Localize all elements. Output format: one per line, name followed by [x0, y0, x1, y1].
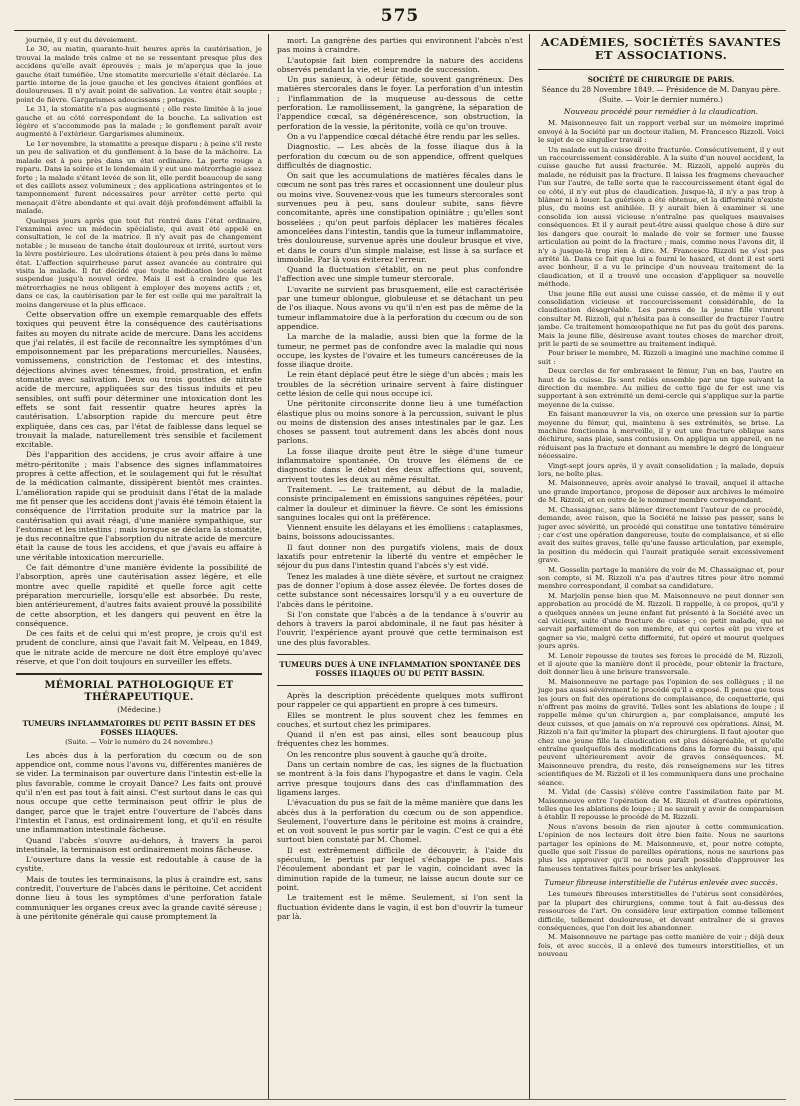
- paragraph: De ces faits et de celui qui m'est propre, je crois qu'il est prudent de conclure, ainsi que l'avait fait M. Velpeau, en 1849, que le nitrate acide de mercure ne doit être employé qu'avec réserve, et que l'on doit toujours en surveiller les effets.: [16, 629, 262, 666]
- paragraph: On sait que les accumulations de matières fécales dans le cœcum ne sont pas très rares et occasionnent une douleur plus ou moins vive. Souvenez-vous que les tumeurs stercorales sont survenues peu à peu, sans douleur subite, sans fièvre concomitante, après une constipation opiniâtre ; qu'elles sont bosselées ; qu'on peut parfois déplacer les matières fécales amoncelées dans l'intestin, tandis que la tumeur inflammatoire, très douloureuse, survenue après une douleur brusque et vive, et dans le cours d'un simple malaise, est lisse à sa surface et immobile. Par là vous éviterez l'erreur.: [277, 171, 523, 264]
- paragraph: Ce fait démontre d'une manière évidente la possibilité de l'absorption, après une cautérisation assez légère, et elle montre avec quelle rapidité et quelle force agit cette préparation mercurielle, lorsqu'elle est absorbée. Du reste, bien antérieurement, d'autres faits avaient prouvé la possibilité de cette absorption, et les dangers qui peuvent en être la conséquence.: [16, 563, 262, 628]
- section-title: MÉMORIAL PATHOLOGIQUE ET THÉRAPEUTIQUE.: [44, 680, 234, 704]
- paragraph: On a vu l'appendice cœcal détaché être rendu par les selles.: [287, 131, 521, 141]
- paragraph: L'ovarite ne survient pas brusquement, elle est caractérisée par une tumeur oblongue, globuleuse et se détachant un peu de l'os iliaque. Nous avons vu qu'il n'en est pas de même de la tumeur inflammatoire due à la perforation du cœcum ou de son appendice.: [277, 284, 523, 331]
- article-paragraphs: [16, 751, 262, 921]
- session-line: Séance du 28 Novembre 1849. — Présidence de M. Danyau père.: [541, 85, 781, 94]
- paragraph: Il est extrêmement difficile de découvrir, à l'aide du spéculum, le pertuis par lequel s'échappe le pus. Mais l'écoulement abondant et par le vagin, coïncidant avec la diminution rapide de la tumeur, ne laisse aucun doute sur ce point.: [277, 845, 523, 892]
- society-title: SOCIÉTÉ DE CHIRURGIE DE PARIS.: [587, 75, 735, 84]
- article-paragraphs: [277, 691, 523, 921]
- society-paragraphs: [538, 890, 784, 958]
- paragraph: La marche de la maladie, aussi bien que la forme de la tumeur, ne permet pas de confondre avec la maladie qui nous occupe, les kystes de l'ovaire et les tumeurs cancéreuses de la fosse iliaque droite.: [277, 332, 523, 370]
- page-number: 575: [380, 6, 420, 26]
- paragraph: Mais de toutes les terminaisons, la plus à craindre est, sans contredit, l'ouverture de l'abcès dans le péritoine. Cet accident donne lieu à tous les symptômes d'une perforation fatale communiquer les organes creux avec la grande cavité séreuse ; à une péritonite générale qui cause promptement la: [16, 874, 262, 921]
- paragraph: Dès l'apparition des accidens, je crus avoir affaire à une métro-péritonite ; mais l'absence des signes inflammatoires propres à cette affection, et le soulagement qui fut le résultat de la médication calmante, dissipèrent bientôt mes craintes. L'amélioration rapide qui se produisit dans l'état de la malade me fit penser que les accidens dont j'avais été témoin étaient la conséquence de l'irritation produite sur la matrice par la cautérisation qui avait réagi, d'une manière sympathique, sur l'estomac et les intestins ; mais lorsque se déclara la stomatite, je dus reconnaître que l'absorption du nitrate acide de mercure était la cause de tous les accidens, et que j'avais eu affaire à une véritable intoxication mercurielle.: [16, 450, 262, 562]
- paragraph: Le traitement est le même. Seulement, si l'on sent la fluctuation évidente dans le vagin, il est bon d'ouvrir la tumeur par là.: [277, 893, 523, 921]
- paragraph: Après la description précédente quelques mots suffiront pour rappeler ce qui appartient en propre à ces tumeurs.: [277, 691, 523, 710]
- paragraph: On les rencontre plus souvent à gauche qu'à droite.: [287, 749, 487, 759]
- paragraph: Quand l'abcès s'ouvre au-dehors, à travers la paroi intestinale, la terminaison est ordinairement moins fâcheuse.: [16, 835, 262, 854]
- top-rule: [14, 30, 786, 31]
- commentary-paragraphs: [16, 310, 262, 666]
- society-paragraphs: [538, 119, 784, 873]
- column-left: [16, 36, 262, 1096]
- paragraph: Une péritonite circonscrite donne lieu à une tuméfaction élastique plus ou moins sonore à la percussion, suivant le plus ou moins de distension des anses intestinales par le gaz. Les choses se passent tout autrement dans les abcès dont nous parlons.: [277, 399, 523, 446]
- column-middle: [277, 36, 523, 1096]
- paragraph: Quelques jours après que tout fut rentré dans l'état ordinaire, l'examinai avec un médecin spécialiste, qui avait été appelé en consultation, le col de la matrice. Il n'y avait pas de changement notable ; le museau de tanche était douloureux et irrité, surtout vers la lèvre postérieure. Les ulcérations étaient à peu près dans le même état. L'affection squirrheuse parut assez avancée au contraire qui visita la malade. Il fut décidé que toute médication locale serait suspendue jusqu'à nouvel ordre. Mais il est à craindre que les métrorrhagies ne nous obligent à employer des moyens actifs ; et, dans ce cas, la cautérisation par le fer est celle qui me paraîtrait la moins dangereuse et la plus efficace.: [16, 216, 262, 309]
- paragraph: L'évacuation du pus se fait de la même manière que dans les abcès dus à la perforation du cœcum ou de son appendice. Seulement, l'ouverture dans le péritoine est moins à craindre, et on voit souvent le pus sortir par le vagin. C'est ce qui a été surtout bien constaté par M. Chomel.: [277, 798, 523, 845]
- paragraph: Vingt-sept jours après, il y avait consolidation ; la malade, depuis lors, ne boîte plus.: [538, 461, 784, 479]
- paragraph: Viennent ensuite les délayans et les émolliens : cataplasmes, bains, boissons adoucissantes.: [277, 523, 523, 542]
- paragraph: Le rein étant déplacé peut être le siège d'un abcès ; mais les troubles de la sécrétion urinaire servent à faire distinguer cette lésion de celle qui nous occupe ici.: [277, 370, 523, 398]
- paragraph: Quand la fluctuation s'établit, on ne peut plus confondre l'affection avec une simple tumeur stercorale.: [277, 265, 523, 284]
- paragraph: Il faut donner non des purgatifs violens, mais de doux laxatifs pour entretenir la liberté du ventre et empêcher le séjour du pus dans l'intestin quand l'abcès s'y est vidé.: [277, 542, 523, 571]
- paragraph: Tenez les malades à une diète sévère, et surtout ne craignez pas de donner l'opium à dose assez élevée. De fortes doses de cette substance sont nécessaires lorsqu'il y a eu ouverture de l'abcès dans le péritoine.: [277, 571, 523, 609]
- section-divider: [538, 69, 784, 70]
- paragraph: Deux cercles de fer embrassent le fémur, l'un en bas, l'autre en haut de la cuisse. Ils sont reliés ensemble par une tige suivant la direction du membre. Au milieu de cette tige de fer est une vis supportant à son extrémité un demi-cercle qui s'applique sur la partie moyenne de la cuisse.: [538, 367, 784, 409]
- paragraph: Le 1er novembre, la stomatite a presque disparu ; à peine s'il reste un peu de salivation et du gonflement à la base de la mâchoire. La malade est à peu près dans un état ordinaire. La perte rouge a reparu. Dans la soirée et le lendemain il y eut une métrorrhagie assez forte ; la malade s'étant levée de son lit, elle perdit beaucoup de sang et des caillots assez volumineux ; des applications astringentes et le tamponnement furent nécessaires pour arrêter cette perte qui menaçait d'être abondante et qui avait déjà profondément affaibli la malade.: [16, 139, 262, 216]
- section-divider: [277, 685, 523, 686]
- paragraph: En faisant manœuvrer la vis, on exerce une pression sur la partie moyenne du fémur, qui, maintenu à ses extrémités, se brise. La machine fonctionna à merveille, il y eut une fracture oblique sans déchirure, sans plaie, sans contusion. On appliqua un appareil, en ne réduisant pas la fracture et donnant au membre le degré de longueur nécessaire.: [538, 410, 784, 461]
- paragraph: Elles se montrent le plus souvent chez les femmes en couches, et surtout chez les primipares.: [277, 710, 523, 729]
- paragraph: L'ouverture dans la vessie est redoutable à cause de la cystite.: [16, 855, 262, 874]
- paragraph: Cette observation offre un exemple remarquable des effets toxiques qui peuvent être la conséquence des cautérisations faites au moyen du nitrate acide de mercure. Dans les accidens que j'ai relatés, il est facile de reconnaître les symptômes d'un empoisonnement par les préparations mercurielles. Nausées, vomissemens, constriction de l'estomac et des intestins, déjections alvines avec ténesmes, froid, prostration, et enfin stomatite avec salivation. Deux ou trois gouttes de nitrate acide de mercure, appliquées sur des tissus induits et peu sensibles, ont suffi pour déterminer une intoxication dont les effets se sont fait ressentir quatre heures après la cautérisation. L'absorption rapide du mercure peut être expliquée, dans ces cas, par l'état de faiblesse dans lequel se trouvait la malade, naturellement très sensible et facilement excitable.: [16, 310, 262, 450]
- section-divider: [277, 654, 523, 655]
- academies-header: ACADÉMIES, SOCIÉTÉS SAVANTES ET ASSOCIATIONS.: [540, 36, 782, 62]
- paragraph: M. Maisonneuve ne partage pas l'opinion de ses collègues ; il ne juge pas aussi sévèrement le procédé qu'il a exposé. Il pense que tous les jours on fait des opérations de complaisance, de coquetterie, qui n'offrent pas moins de gravité. Telles sont les ablations de loupe ; il rappelle même qu'un chirurgien a, par complaisance, amputé les deux cuisses, et que jamais on n'a reprouvé ces opérations. Ainsi, M. Rizzoli n'a fait qu'imiter la plupart des chirurgiens. Il faut ajouter que chez une jeune fille la claudication est plus désagréable, et qu'elle entraîne quelquefois des modifications dans la forme du bassin, qui peuvent ultérieurement avoir de graves conséquences. M. Maisonneuve prendra, du reste, des renseignemens sur les titres scientifiques de M. Rizzoli et il les communiquera dans une prochaine séance.: [538, 677, 784, 787]
- paragraph: M. Gosselin partage la manière de voir de M. Chassaignac et, pour son compte, si M. Rizzoli n'a pas d'autres titres pour être nommé membre correspondant, il combat sa candidature.: [538, 565, 784, 591]
- article-title: TUMEURS INFLAMMATOIRES DU PETIT BASSIN ET DES FOSSES ILIAQUES.: [22, 719, 256, 738]
- paragraph: mort. La gangrène des parties qui environnent l'abcès n'est pas moins à craindre.: [277, 36, 523, 55]
- paragraph: Quand il n'en est pas ainsi, elles sont beaucoup plus fréquentes chez les hommes.: [277, 730, 523, 749]
- subtitle-claudication: Nouveau procédé pour remédier à la claudication.: [563, 107, 759, 116]
- paragraph: L'autopsie fait bien comprendre la nature des accidens observés pendant la vie, et leur mode de succession.: [277, 55, 523, 74]
- paragraph: Une jeune fille eut aussi une cuisse cassée, et de même il y eut consolidation vicieuse et raccourcissement considérable, de la claudication désagréable. Les parens de la jeune fille vinrent consulter M. Rizzoli, qui n'hésita pas à conseiller de fracturer l'autre jambe. Ce traitement homœopathique ne fut pas du goût des parens. Mais la jeune fille, désireuse avant toutes choses de marcher droit, prit le parti de se soumettre au traitement indiqué.: [538, 289, 784, 348]
- paragraph: M. Lenoir repousse de toutes ses forces le procédé de M. Rizzoli, et il ajoute que la manière dont il procède, pour obtenir la fracture, doit donner lieu à une brisure transversale.: [538, 651, 784, 677]
- paragraph: Diagnostic. — Les abcès de la fosse iliaque dus à la perforation du cœcum ou de son appendice, offrent quelques difficultés de diagnostic.: [277, 142, 523, 170]
- continuation-note: (Suite. — Voir le dernier numéro.): [599, 95, 723, 104]
- paragraph: Nous n'avons besoin de rien ajouter à cette communication. L'opinion de nos lecteurs doit être bien faite. Nous ne saurions partager les opinions de M. Maisonneuve, et, pour notre compte, quelle que soit l'issue de pareilles opérations, nous ne saurions pas plus les approuver qu'il ne nous paraît possible d'approuver les fameuses tentatives faites pour briser les ankyloses.: [538, 822, 784, 873]
- column-rule: [529, 34, 530, 1100]
- paragraph: Les abcès dus à la perforation du cœcum ou de son appendice ont, comme nous l'avons vu, différentes manières de se vider. La terminaison par ouverture dans l'intestin est-elle la plus favorable, comme le croyait Dance? Les faits ont prouvé qu'il n'en est pas tout à fait ainsi. C'est surtout dans le cas qui nous occupe que cette terminaison peut offrir le plus de danger, parce que le trajet entre l'ouverture de l'abcès dans l'intestin et l'anus, est ordinairement long, et qu'il en résulte une inflammation intestinale fâcheuse.: [16, 750, 262, 835]
- subtitle-tumeur-fibreuse: Tumeur fibreuse interstitielle de l'utérus enlevée avec succès.: [544, 878, 778, 888]
- paragraph: Un malade eut la cuisse droite fracturée. Consécutivement, il y eut un raccourcissement considérable. À la suite d'un nouvel accident, la cuisse gauche fut aussi fracturée. M. Rizzoli, appelé auprès du malade, ne réduisit pas la fracture. Il laissa les fragmens chevaucher l'un sur l'autre, de telle sorte que le raccourcissement étant égal de ce côté, il n'y eut plus de claudication. Jusque-là, il n'y a pas trop à blâmer ni à louer. La guérison a été obtenue, et la difformité n'existe plus, du moins est anihilée. Il y aurait bien à examiner si une consolida ion aussi vicieuse n'entraîne pas quelques mauvaises conséquences. Et il y aurait peut-être aussi quelque chose à dire sur les dangers que courait le malade de voir se former une fausse articulation au point de la fracture ; mais, comme nous l'avons dit, il n'y a jusque-là trop rien à dire. M. Francesco Rizzoli ne s'est pas arrêté là. Dans ce fait que lui a fourni le hasard, et dont il est sorti avec bonheur, il a vu le principe d'un nouveau traitement de la claudication, et il a trouvé une occasion d'appliquer sa nouvelle méthode.: [538, 145, 784, 289]
- paragraph: La fosse iliaque droite peut être le siège d'une tumeur inflammatoire spontanée. On trouve les élémens de ce diagnostic dans le début des deux affections qui, souvent, arrivent toutes les deux au même résultat.: [277, 446, 523, 484]
- paragraph: Traitement. — Le traitement, au début de la maladie, consiste principalement en émissions sanguines répétées, pour calmer la douleur et diminuer la fièvre. Ce sont les émissions sanguines locales qui ont la préférence.: [277, 484, 523, 522]
- article-title: TUMEURS DUES À UNE INFLAMMATION SPONTANÉE DES FOSSES ILIAQUES OU DU PETIT BASSIN.: [279, 660, 521, 678]
- paragraph: M. Maisonneuve, après avoir analysé le travail, anquel il attache une grande importance, propose de déposer aux archives le mémoire de M. Rizzoli, et en outre de le nommer membre correspondant.: [538, 479, 784, 505]
- paragraph: Les tumeurs fibreuses interstitielles de l'utérus sont considérées, par la plupart des chirurgiens, comme tout à fait au-dessus des ressources de l'art. On considère leur extirpation comme tellement difficile, tellement douloureuse, et devant entraîner de si graves conséquences, que l'on doit les abandonner.: [538, 890, 784, 932]
- paragraph: M. Maisonneuve ne partage pas cette manière de voir ; déjà deux fois, et avec succès, il a enlevé des tumeurs interstitielles, et un nouveau: [538, 933, 784, 959]
- section-divider: [16, 673, 262, 675]
- article-note: (Suite. — Voir le numéro du 24 novembre.): [65, 738, 213, 747]
- paragraph: journée, il y eut du dévoiement.: [26, 36, 138, 44]
- paragraph: Le 30, au matin, quarante-huit heures après la cautérisation, je trouvai la malade très calme et ne se ressentant presque plus des accidens qu'elle avait éprouvés ; mais je m'aperçus que la joue gauche était tuméfiée. Une stomatite mercurielle s'était déclarée. La partie interne de la joue gauche et les gencives étaient gonflées et douloureuses. Il n'y avait point de salivation. Le ventre était souple ; point de fièvre. Gargarismes adoucissans ; potages.: [16, 45, 262, 104]
- paragraph: Si l'on constate que l'abcès a de la tendance à s'ouvrir au dehors à travers la paroi abdominale, il ne faut pas hésiter à l'ouvrir, l'expérience ayant prouvé que cette terminaison est une des plus favorables.: [277, 609, 523, 647]
- case-report-paragraphs: [16, 36, 262, 309]
- column-rule: [268, 34, 269, 1100]
- paragraph: M. Maisonneuve fait un rapport verbal sur un mémoire imprimé envoyé à la Société par un docteur italien, M. Francesco Rizzoli. Voici le sujet de ce singulier travail :: [538, 119, 784, 145]
- section-subtitle: (Médecine.): [117, 705, 161, 715]
- paragraph: Pour briser le membre, M. Rizzoli a imaginé une machine comme il suit :: [538, 349, 784, 366]
- column-right: [538, 36, 784, 1096]
- paragraph: M. Vidal (de Cassis) s'élève contre l'assimilation faite par M. Maisonneuve entre l'opération de M. Rizzoli et d'autres opérations, telles que les ablations de loupe ; il ne saurait y avoir de comparaison à établir. Il repousse le procédé de M. Rizzoli.: [538, 788, 784, 822]
- paragraph: Le 31, la stomatite n'a pas augmenté ; elle reste limitée à la joue gauche et au côté correspondant de la bouche. La salivation est légère et s'accommode pas la malade ; le gonflement paraît avoir augmenté à l'extérieur. Gargarismes alumineux.: [16, 105, 262, 139]
- paragraph: Dans un certain nombre de cas, les signes de la fluctuation se montrent à la fois dans l'hypogastre et dans le vagin. Cela arrive presque toujours dans des cas d'inflammation des ligamens larges.: [277, 760, 523, 797]
- bottom-rule: [14, 1099, 786, 1100]
- paragraph: M. Marjolin pense bien que M. Maisonneuve ne peut donner son approbation au procédé de M. Rizzoli. Il rappelle, à ce propos, qu'il y a quelques années un jeune enfant fut présenté à la Société avec un cal vicieux, suite d'une fracture de cuisse ; ce petit malade, qui ne servait parfaitement de son membre, et qui certes eût pu vivre et gagner sa vie, malgré cette difformité, fut opéré et mourut quelques jours après.: [538, 591, 784, 651]
- paragraph: M. Chassaignac, sans blâmer directement l'auteur de ce procédé, demande, avec raison, que la Société ne laisse pas passer, sans le juger avec sévérité, un procédé qui constitue une tentative téméraire ; car c'est une opération dangereuse, toute de complaisance, et si elle avait des suites graves, telle qu'une fausse articulation, par exemple, la position du médecin qui l'aurait pratiquée serait excessivement grave.: [538, 505, 784, 565]
- article-paragraphs: [277, 36, 523, 647]
- paragraph: Un pus sanieux, à odeur fétide, souvent gangréneux. Des matières stercorales dans le foyer. La perforation d'un intestin ; l'inflammation de la muqueuse au-dessous de cette perforation. Le ramollissement, la gangrène, la séparation de l'appendice cœcal, sa dégénérescence, son obstruction, la perforation de la vessie, la péritonite, voilà ce qu'on trouve.: [277, 75, 523, 131]
